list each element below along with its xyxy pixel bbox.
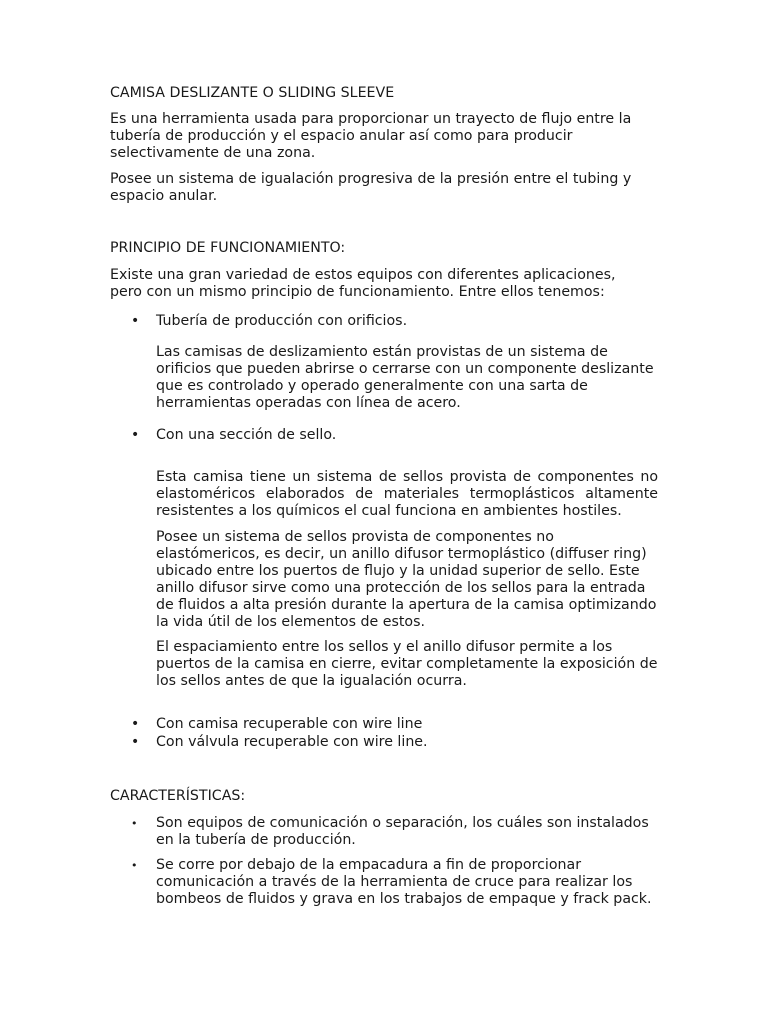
bullet-icon: •	[131, 427, 140, 443]
bullet-label-seal-section: Con una sección de sello.	[156, 427, 337, 443]
bullet-label-wireline-valve: Con válvula recuperable con wire line.	[156, 734, 428, 750]
bullet-icon: •	[131, 716, 140, 732]
bullet-label-wireline-sleeve: Con camisa recuperable con wire line	[156, 716, 423, 732]
bullet-icon: •	[131, 734, 140, 750]
bullet-label-orifices: Tubería de producción con orificios.	[156, 313, 408, 329]
seal-paragraph-1: Esta camisa tiene un sistema de sellos provista de componentes no elastoméricos elaborados de materiales termoplásticos altamente resistentes a los químicos el cual funciona en ambientes hostiles.	[156, 469, 658, 519]
feature-item-1: Son equipos de comunicación o separación, los cuáles son instalados en la tubería de producción.	[156, 815, 649, 848]
bullet-icon: •	[131, 859, 138, 872]
principle-intro: Existe una gran variedad de estos equipos con diferentes aplicaciones, pero con un mismo principio de funcionamiento. Entre ellos tenemos:	[110, 267, 616, 300]
orifices-paragraph: Las camisas de deslizamiento están provistas de un sistema de orificios que pueden abrirse o cerrarse con un componente deslizante que es controlado y operado generalmente con una sarta de herramientas operadas con línea de acero.	[156, 344, 654, 411]
bullet-icon: •	[131, 817, 138, 830]
document-title: CAMISA DESLIZANTE O SLIDING SLEEVE	[110, 85, 395, 101]
feature-item-2: Se corre por debajo de la empacadura a fin de proporcionar comunicación a través de la herramienta de cruce para realizar los bombeos de fluidos y grava en los trabajos de empaque y frack pack.	[156, 857, 652, 907]
intro-paragraph-1: Es una herramienta usada para proporcionar un trayecto de flujo entre la tubería de producción y el espacio anular así como para producir selectivamente de una zona.	[110, 111, 632, 161]
seal-paragraph-2: Posee un sistema de sellos provista de componentes no elastómericos, es decir, un anillo difusor termoplástico (diffuser ring) ubicado entre los puertos de flujo y la unidad superior de sello. Este anillo difusor sirve como una protección de los sellos para la entrada de fluidos a alta presión durante la apertura de la camisa optimizando la vida útil de los elementos de estos.	[156, 529, 657, 630]
intro-paragraph-2: Posee un sistema de igualación progresiva de la presión entre el tubing y espacio anular.	[110, 171, 632, 204]
bullet-icon: •	[131, 313, 140, 329]
features-heading: CARACTERÍSTICAS:	[110, 788, 246, 804]
seal-paragraph-3: El espaciamiento entre los sellos y el anillo difusor permite a los puertos de la camisa en cierre, evitar completamente la exposición de los sellos antes de que la igualación ocurra.	[156, 639, 658, 689]
principle-heading: PRINCIPIO DE FUNCIONAMIENTO:	[110, 240, 346, 256]
